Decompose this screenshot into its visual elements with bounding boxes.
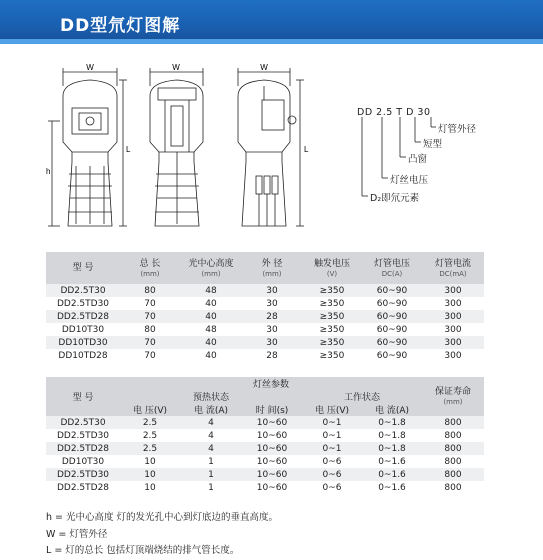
cell: 300 [422,310,484,323]
t2-header-lifetime: 保证寿命 (mm) [422,377,484,416]
cell: 70 [120,336,180,349]
cell: 0~1.8 [362,429,422,442]
l-label-2: L [304,145,309,154]
cell: 60~90 [362,310,422,323]
cell: 80 [120,323,180,336]
cell: 800 [422,481,484,494]
cell: DD2.5TD28 [46,481,120,494]
page-title: DD型氘灯图解 [60,16,181,36]
cell: 30 [242,297,302,310]
model-code: DD 2.5 T D 30 [357,107,431,118]
cell: 4 [180,429,242,442]
w-label-1: W [86,63,94,72]
code-label-short: 短型 [423,139,443,150]
note-l: L = 灯的总长 包括灯顶端烧结的排气管长度。 [46,545,240,556]
cell: 4 [180,442,242,455]
cell: 800 [422,455,484,468]
cell: ≥350 [302,323,362,336]
cell: 28 [242,310,302,323]
cell: 0~1 [302,442,362,455]
cell: 1 [180,481,242,494]
cell: 0~1.6 [362,481,422,494]
cell: 1 [180,455,242,468]
cell: DD2.5T30 [46,284,120,297]
cell: 10 [120,468,180,481]
cell: 30 [242,284,302,297]
t2-header-preheat: 预热状态 [120,390,302,403]
t1-header-center-height: 光中心高度 (mm) [180,252,242,284]
table-row [46,468,484,481]
cell: 800 [422,442,484,455]
table-row [46,481,484,494]
cell: 300 [422,349,484,362]
note-h: h = 光中心高度 灯的发光孔中心到灯底边的垂直高度。 [46,512,279,523]
front-view-drawing [48,68,127,226]
cell: 40 [180,336,242,349]
cell: 60~90 [362,336,422,349]
spec-table-1 [46,252,484,362]
cell: DD10T30 [46,455,120,468]
notes [46,510,278,560]
cell: 300 [422,284,484,297]
cell: 0~1 [302,429,362,442]
cell: 2.5 [120,416,180,429]
spec-table-2 [46,377,484,494]
cell: 70 [120,349,180,362]
cell: 800 [422,468,484,481]
cell: 48 [180,323,242,336]
cell: 0~6 [302,481,362,494]
t2-sub-voltage: 电 压(V) [120,403,180,416]
t1-header-tube-voltage: 灯管电压 DC(A) [362,252,422,284]
cell: 60~90 [362,349,422,362]
cell: 0~6 [302,455,362,468]
cell: ≥350 [302,336,362,349]
lamp-drawings-svg [0,56,543,236]
lamp-drawings [0,56,543,236]
cell: 48 [180,284,242,297]
cell: DD2.5TD30 [46,468,120,481]
cell: 800 [422,416,484,429]
table-row [46,297,484,310]
cell: 60~90 [362,284,422,297]
cell: 10~60 [242,429,302,442]
cell: DD2.5TD30 [46,429,120,442]
cutaway-drawing [238,68,304,226]
cell: 10~60 [242,416,302,429]
cell: 0~1.8 [362,442,422,455]
cell: 800 [422,429,484,442]
cell: DD10T30 [46,323,120,336]
code-label-window: 凸窗 [408,154,428,165]
cell: 300 [422,297,484,310]
table-row [46,455,484,468]
cell: 0~1 [302,416,362,429]
t2-header-working: 工作状态 [302,390,422,403]
cell: DD10TD30 [46,336,120,349]
cell: 10~60 [242,481,302,494]
code-label-diameter: 灯管外径 [438,124,477,135]
header-banner [0,0,543,44]
cell: 10 [120,455,180,468]
cell: 70 [120,297,180,310]
w-label-2: W [172,63,180,72]
cell: 1 [180,468,242,481]
t2-header-filament-params: 灯丝参数 [120,377,422,390]
t1-header-diameter: 外 径 (mm) [242,252,302,284]
cell: ≥350 [302,349,362,362]
banner-stripe [0,39,543,44]
cell: 40 [180,310,242,323]
code-label-deuterium: D₂即氘元素 [370,193,420,204]
t2-sub-time: 时 间(s) [242,403,302,416]
cell: 80 [120,284,180,297]
table-row [46,336,484,349]
cell: 10~60 [242,468,302,481]
t1-header-model: 型 号 [46,252,120,284]
cell: 2.5 [120,429,180,442]
cell: 10~60 [242,455,302,468]
h-label: h [46,167,51,176]
side-view-drawing [150,68,203,226]
t2-sub-current: 电 流(A) [180,403,242,416]
cell: 0~1.8 [362,416,422,429]
cell: ≥350 [302,310,362,323]
cell: 60~90 [362,297,422,310]
table-row [46,310,484,323]
cell: 40 [180,297,242,310]
code-label-filament: 灯丝电压 [390,175,429,186]
cell: 4 [180,416,242,429]
cell: ≥350 [302,284,362,297]
t2-header-model: 型 号 [46,377,120,416]
cell: 70 [120,310,180,323]
table-row [46,429,484,442]
cell: 30 [242,336,302,349]
cell: ≥350 [302,297,362,310]
t2-sub-work-voltage: 电 压(V) [302,403,362,416]
cell: 10~60 [242,442,302,455]
cell: DD10TD28 [46,349,120,362]
cell: 300 [422,336,484,349]
cell: DD2.5TD30 [46,297,120,310]
cell: 300 [422,323,484,336]
t1-header-tube-current: 灯管电流 DC(mA) [422,252,484,284]
cell: DD2.5TD28 [46,442,120,455]
table-row [46,349,484,362]
cell: 0~1.6 [362,468,422,481]
cell: DD2.5T30 [46,416,120,429]
t2-sub-work-current: 电 流(A) [362,403,422,416]
table-row [46,442,484,455]
note-w: W = 灯管外径 [46,528,108,540]
table-row [46,416,484,429]
table-row [46,323,484,336]
cell: 28 [242,349,302,362]
cell: 2.5 [120,442,180,455]
cell: 10 [120,481,180,494]
cell: 0~1.6 [362,455,422,468]
cell: DD2.5TD28 [46,310,120,323]
cell: 60~90 [362,323,422,336]
w-label-3: W [260,63,268,72]
table-row [46,284,484,297]
l-label-1: L [126,145,131,154]
cell: 30 [242,323,302,336]
t1-header-trigger-voltage: 触发电压 (V) [302,252,362,284]
cell: 0~6 [302,468,362,481]
t1-header-length: 总 长 (mm) [120,252,180,284]
cell: 40 [180,349,242,362]
